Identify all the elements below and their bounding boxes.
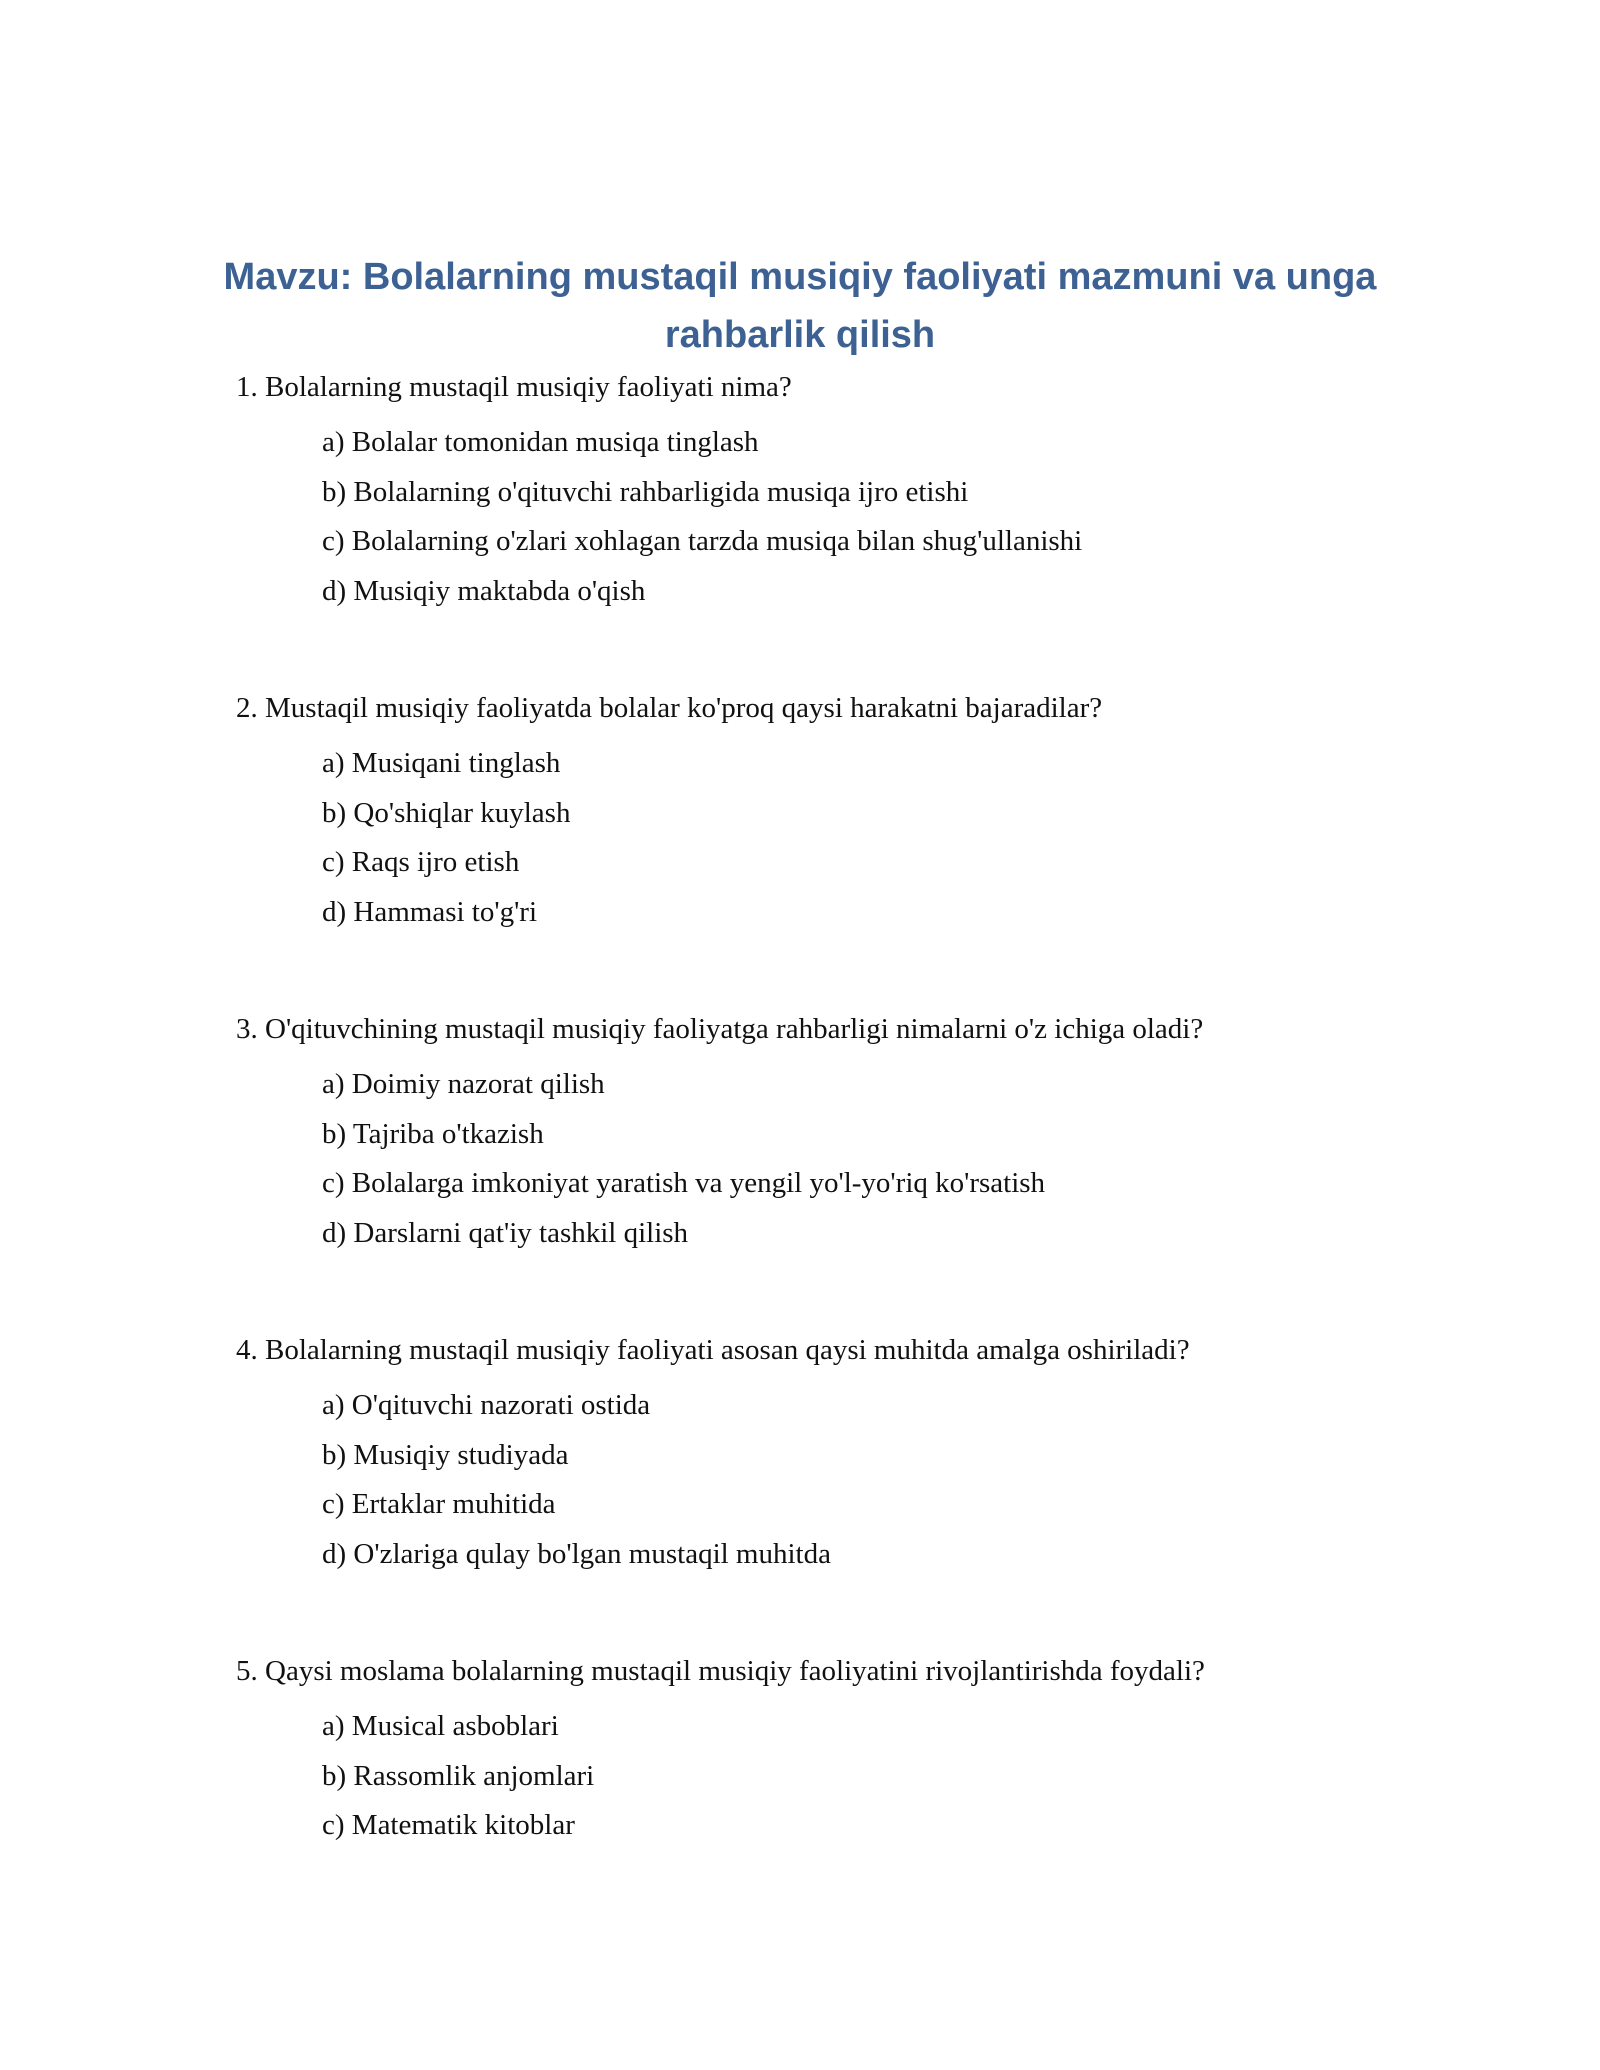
- answer-option: c) Raqs ijro etish: [322, 846, 520, 878]
- answer-options: [236, 1060, 1396, 1258]
- answer-options: [236, 418, 1396, 616]
- answer-option: a) Bolalar tomonidan musiqa tinglash: [322, 426, 759, 458]
- answer-options: [236, 739, 1396, 937]
- answer-option: a) Musical asboblari: [322, 1710, 559, 1742]
- answer-option: a) Musiqani tinglash: [322, 747, 561, 779]
- answer-option: b) Tajriba o'tkazish: [322, 1117, 544, 1150]
- answer-option: a) Doimiy nazorat qilish: [322, 1068, 605, 1100]
- answer-option: c) Matematik kitoblar: [322, 1809, 575, 1841]
- question-2: [236, 683, 1396, 937]
- answer-option: c) Ertaklar muhitida: [322, 1488, 556, 1520]
- question-text: 2. Mustaqil musiqiy faoliyatda bolalar ko'proq qaysi harakatni bajaradilar?: [236, 692, 1103, 724]
- question-1: [236, 362, 1396, 616]
- answer-option: b) Rassomlik anjomlari: [322, 1759, 595, 1792]
- question-text: 3. O'qituvchining mustaqil musiqiy faoliyatga rahbarligi nimalarni o'z ichiga oladi?: [236, 1013, 1204, 1045]
- question-list: [236, 362, 1396, 1851]
- answer-option: c) Bolalarning o'zlari xohlagan tarzda musiqa bilan shug'ullanishi: [322, 525, 1083, 557]
- answer-option: d) Darslarni qat'iy tashkil qilish: [322, 1216, 689, 1249]
- question-text: 1. Bolalarning mustaqil musiqiy faoliyati nima?: [236, 371, 792, 403]
- answer-option: d) O'zlariga qulay bo'lgan mustaqil muhitda: [322, 1537, 831, 1570]
- question-text: 5. Qaysi moslama bolalarning mustaqil musiqiy faoliyatini rivojlantirishda foydali?: [236, 1655, 1205, 1687]
- answer-option: b) Musiqiy studiyada: [322, 1438, 569, 1471]
- answer-options: [236, 1702, 1396, 1851]
- answer-option: a) O'qituvchi nazorati ostida: [322, 1389, 651, 1421]
- answer-option: d) Musiqiy maktabda o'qish: [322, 574, 646, 607]
- document-title: Mavzu: Bolalarning mustaqil musiqiy faoliyati mazmuni va unga rahbarlik qilish: [223, 256, 1377, 356]
- question-text: 4. Bolalarning mustaqil musiqiy faoliyati asosan qaysi muhitda amalga oshiriladi?: [236, 1334, 1190, 1366]
- question-4: [236, 1325, 1396, 1579]
- question-3: [236, 1004, 1396, 1258]
- answer-option: d) Hammasi to'g'ri: [322, 895, 538, 928]
- answer-option: b) Bolalarning o'qituvchi rahbarligida musiqa ijro etishi: [322, 475, 969, 508]
- answer-option: c) Bolalarga imkoniyat yaratish va yengil yo'l-yo'riq ko'rsatish: [322, 1167, 1046, 1199]
- answer-option: b) Qo'shiqlar kuylash: [322, 796, 571, 829]
- answer-options: [236, 1381, 1396, 1579]
- question-5: [236, 1646, 1396, 1851]
